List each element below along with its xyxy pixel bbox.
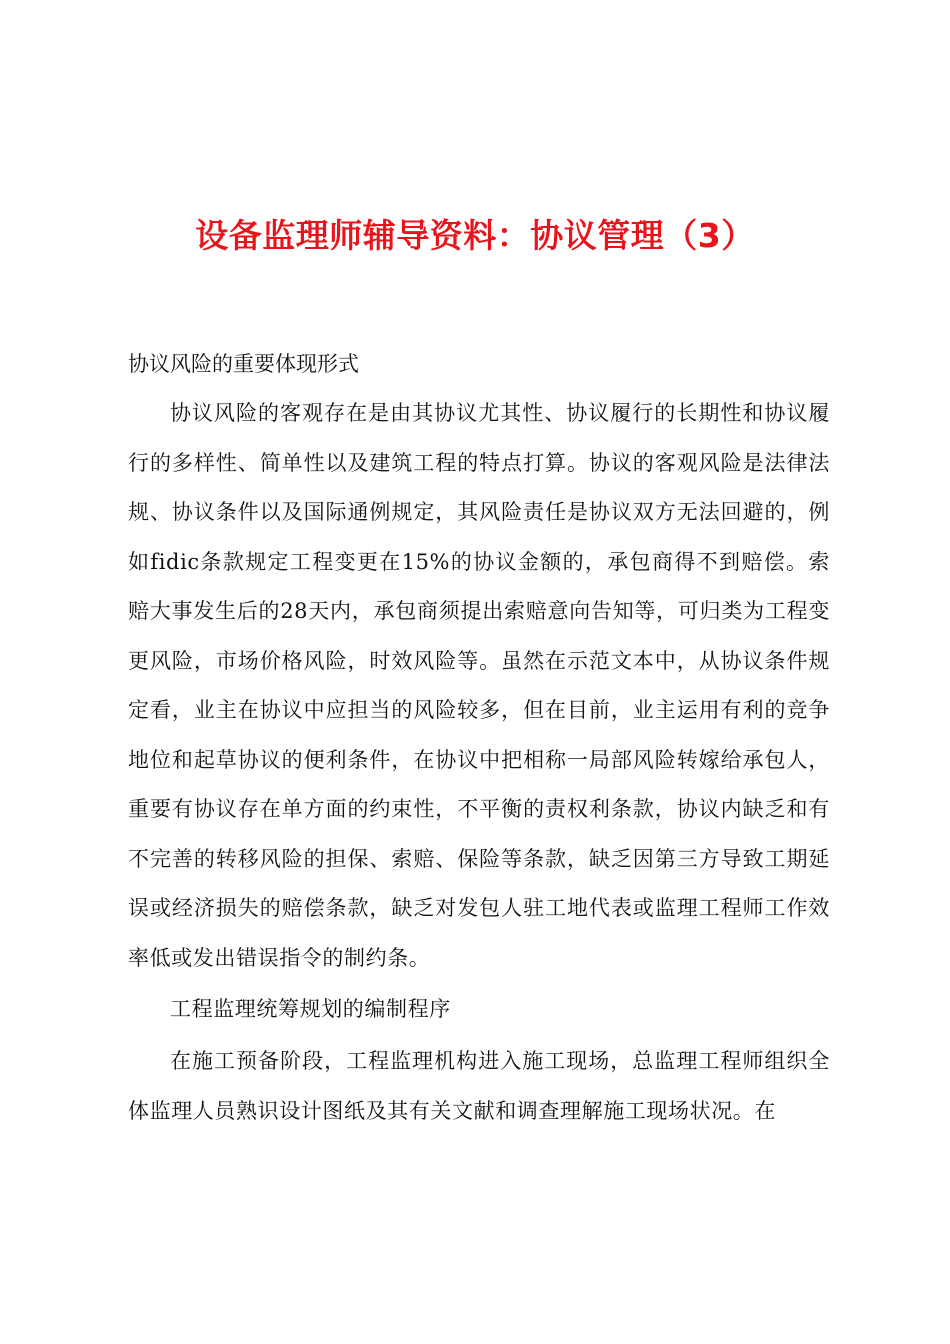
document-title: 设备监理师辅导资料：协议管理（3） [195,216,755,255]
section-heading-contract-risk: 协议风险的重要体现形式 [128,352,359,376]
section-heading-planning-procedure: 工程监理统筹规划的编制程序 [170,997,451,1021]
paragraph-contract-risk: 协议风险的客观存在是由其协议尤其性、协议履行的长期性和协议履行的多样性、简单性以及建筑工程的特点打算。协议的客观风险是法律法规、协议条件以及国际通例规定，其风险责任是协议双方无法回避的，例如fidic条款规定工程变更在15%的协议金额的，承包商得不到赔偿。索赔大事发生后的28天内，承包商须提出索赔意向告知等，可归类为工程变更风险，市场价格风险，时效风险等。虽然在示范文本中，从协议条件规定看，业主在协议中应担当的风险较多，但在目前，业主运用有利的竞争地位和起草协议的便利条件，在协议中把相称一局部风险转嫁给承包人，重要有协议存在单方面的约束性，不平衡的责权利条款，协议内缺乏和有不完善的转移风险的担保、索赔、保险等条款，缺乏因第三方导致工期延误或经济损失的赔偿条款，缺乏对发包人驻工地代表或监理工程师工作效率低或发出错误指令的制约条。 [128,401,830,970]
paragraph-planning-procedure: 在施工预备阶段，工程监理机构进入施工现场，总监理工程师组织全体监理人员熟识设计图纸及其有关文献和调查理解施工现场状况。在 [128,1049,830,1123]
